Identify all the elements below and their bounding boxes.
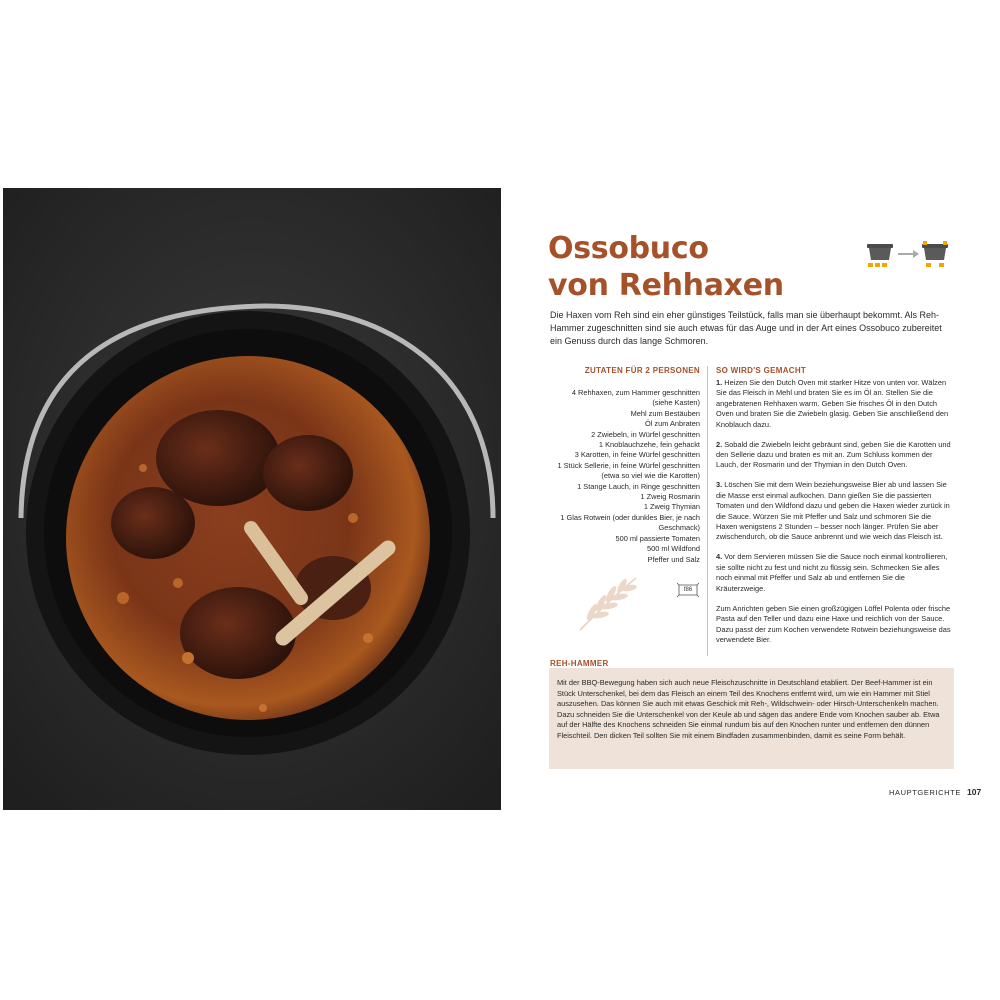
- ingredient-line: (siehe Kasten): [652, 398, 700, 408]
- step-text: Löschen Sie mit dem Wein beziehungsweise Bier ab und lassen Sie die Masse erst einmal aufkochen. Dann gießen Sie die passierten Tomaten und den Wildfond dazu und geben die Haxen wieder zurück in die Sauce. Würzen Sie mit Pfeffer und Salz und schmoren Sie die Haxen wenigstens 2 Stunden – besser noch länger. Prüfen Sie aber zwischendurch, ob die Sauce anbrennt und wie weich das Fleisch ist.: [716, 480, 950, 542]
- ingredient-line: 1 Stück Sellerie, in feine Würfel geschnitten: [557, 460, 700, 470]
- title-line-1: Ossobuco: [548, 231, 709, 266]
- ingredient-line: Pfeffer und Salz: [647, 554, 700, 564]
- ingredient-line: 1 Zweig Thymian: [643, 502, 700, 512]
- ingredient-line: 4 Rehhaxen, zum Hammer geschnitten: [571, 388, 700, 397]
- step-paragraph: [716, 552, 952, 594]
- ingredient-line: (etwa so viel wie die Karotten): [601, 471, 700, 481]
- steps-list: [716, 378, 952, 655]
- recipe-title: [548, 230, 784, 304]
- info-box-text: Mit der BBQ-Bewegung haben sich auch neue Fleischzuschnitte in Deutschland etabliert. Der Beef-Hammer ist ein Stück Unterschenkel, bei dem das Fleisch an einem Teil des Knochens entfernt wird, um wie ein Hammer mit Stiel auszusehen. Das können Sie auch mit etwas Geschick mit Reh-, Wildschwein- oder Hirsch-Unterschenkeln machen. Dazu schneiden Sie die Unterschenkel von der Keule ab und sägen das andere Ende vom Knochen sauber ab. Etwa auf der Hälfte des Knochens schneiden Sie einmal rundum bis auf den Knochen runter und entfernen den dünnen Fleischteil. Den dicken Teil sollten Sie mit einem Bindfaden zusammenbinden, damit es seine Form behält.: [557, 678, 940, 740]
- recipe-photo: [3, 188, 501, 810]
- ingredient-line: Öl zum Anbraten: [644, 419, 700, 429]
- ingredient-line: 1 Glas Rotwein (oder dunkles Bier, je nach: [560, 512, 700, 522]
- ingredient-line: 3 Karotten, in feine Würfel geschnitten: [574, 450, 700, 460]
- step-number: 2.: [716, 439, 723, 449]
- column-divider: [707, 366, 708, 656]
- ingredient-line: Mehl zum Bestäuben: [630, 408, 700, 418]
- ingredient-line: Geschmack): [658, 523, 700, 533]
- footer-section-title: HAUPTGERICHTE: [889, 788, 961, 797]
- ingredient-line: 500 ml passierte Tomaten: [615, 533, 700, 543]
- step-text: Vor dem Servieren müssen Sie die Sauce noch einmal kontrollieren, sie sollte nicht zu fest und nicht zu flüssig sein. Schmecken Sie alles noch einmal mit Pfeffer und Salz ab und entfernen Sie die Kräuterzweige.: [716, 552, 948, 593]
- ingredients-list: [537, 388, 700, 565]
- recipe-intro: Die Haxen vom Reh sind ein eher günstiges Teilstück, falls man sie überhaupt bekommt. Als Reh-Hammer zugeschnitten sind sie auch etwas für das Auge und in der Art eines Ossobuco zubereitet ein Genuss durch das lange Schmoren.: [550, 310, 942, 346]
- step-paragraph: [716, 378, 952, 430]
- ingredient-line: 1 Stange Lauch, in Ringe geschnitten: [577, 481, 700, 491]
- recipe-page: [501, 188, 1000, 810]
- step-number: 4.: [716, 552, 723, 562]
- wheat-sprig-icon: [574, 572, 644, 634]
- ingredient-line: 1 Knoblauchzehe, fein gehackt: [598, 440, 700, 450]
- page-number: 107: [967, 787, 982, 797]
- info-box: [549, 668, 954, 769]
- step-text: Zum Anrichten geben Sie einen großzügigen Löffel Polenta oder frische Pasta auf den Teller und dazu eine Haxe und reichlich von der Sauce. Dazu passt der zum Kochen verwendete Rotwein beziehungsweise das verwendete Bier.: [716, 603, 951, 644]
- dutch-oven-stew-photo: [3, 188, 501, 810]
- step-text: Sobald die Zwiebeln leicht gebräunt sind, geben Sie die Karotten und den Sellerie dazu und braten es mit an. Zum Schluss kommen der Lauch, der Rosmarin und der Thymian in den Dutch Oven.: [716, 439, 951, 470]
- ingredient-line: 1 Zweig Rosmarin: [640, 492, 700, 502]
- page-reference-label: f86: [683, 587, 693, 593]
- ingredient-line: 500 ml Wildfond: [647, 544, 700, 554]
- step-number: 3.: [716, 480, 723, 490]
- step-number: 1.: [716, 378, 723, 387]
- steps-heading: SO WIRD'S GEMACHT: [716, 366, 807, 375]
- step-text: Heizen Sie den Dutch Oven mit starker Hitze von unten vor. Wälzen Sie das Fleisch in Mehl und braten Sie es im Öl an. Stellen Sie die angebratenen Rehhaxen warm. Geben Sie frisches Öl in den Dutch Oven und braten Sie die Zwiebeln glasig. Geben Sie anschließend den Knoblauch dazu.: [716, 378, 949, 429]
- title-line-2: von Rehhaxen: [548, 268, 784, 303]
- info-box-heading: REH-HAMMER: [550, 659, 609, 668]
- dutch-oven-heat-icon: [865, 240, 951, 272]
- ingredient-line: 2 Zwiebeln, in Würfel geschnitten: [591, 429, 700, 439]
- ingredients-heading: ZUTATEN FÜR 2 PERSONEN: [584, 366, 700, 375]
- step-paragraph: [716, 440, 952, 471]
- step-paragraph: [716, 480, 952, 542]
- serving-paragraph: [716, 604, 952, 646]
